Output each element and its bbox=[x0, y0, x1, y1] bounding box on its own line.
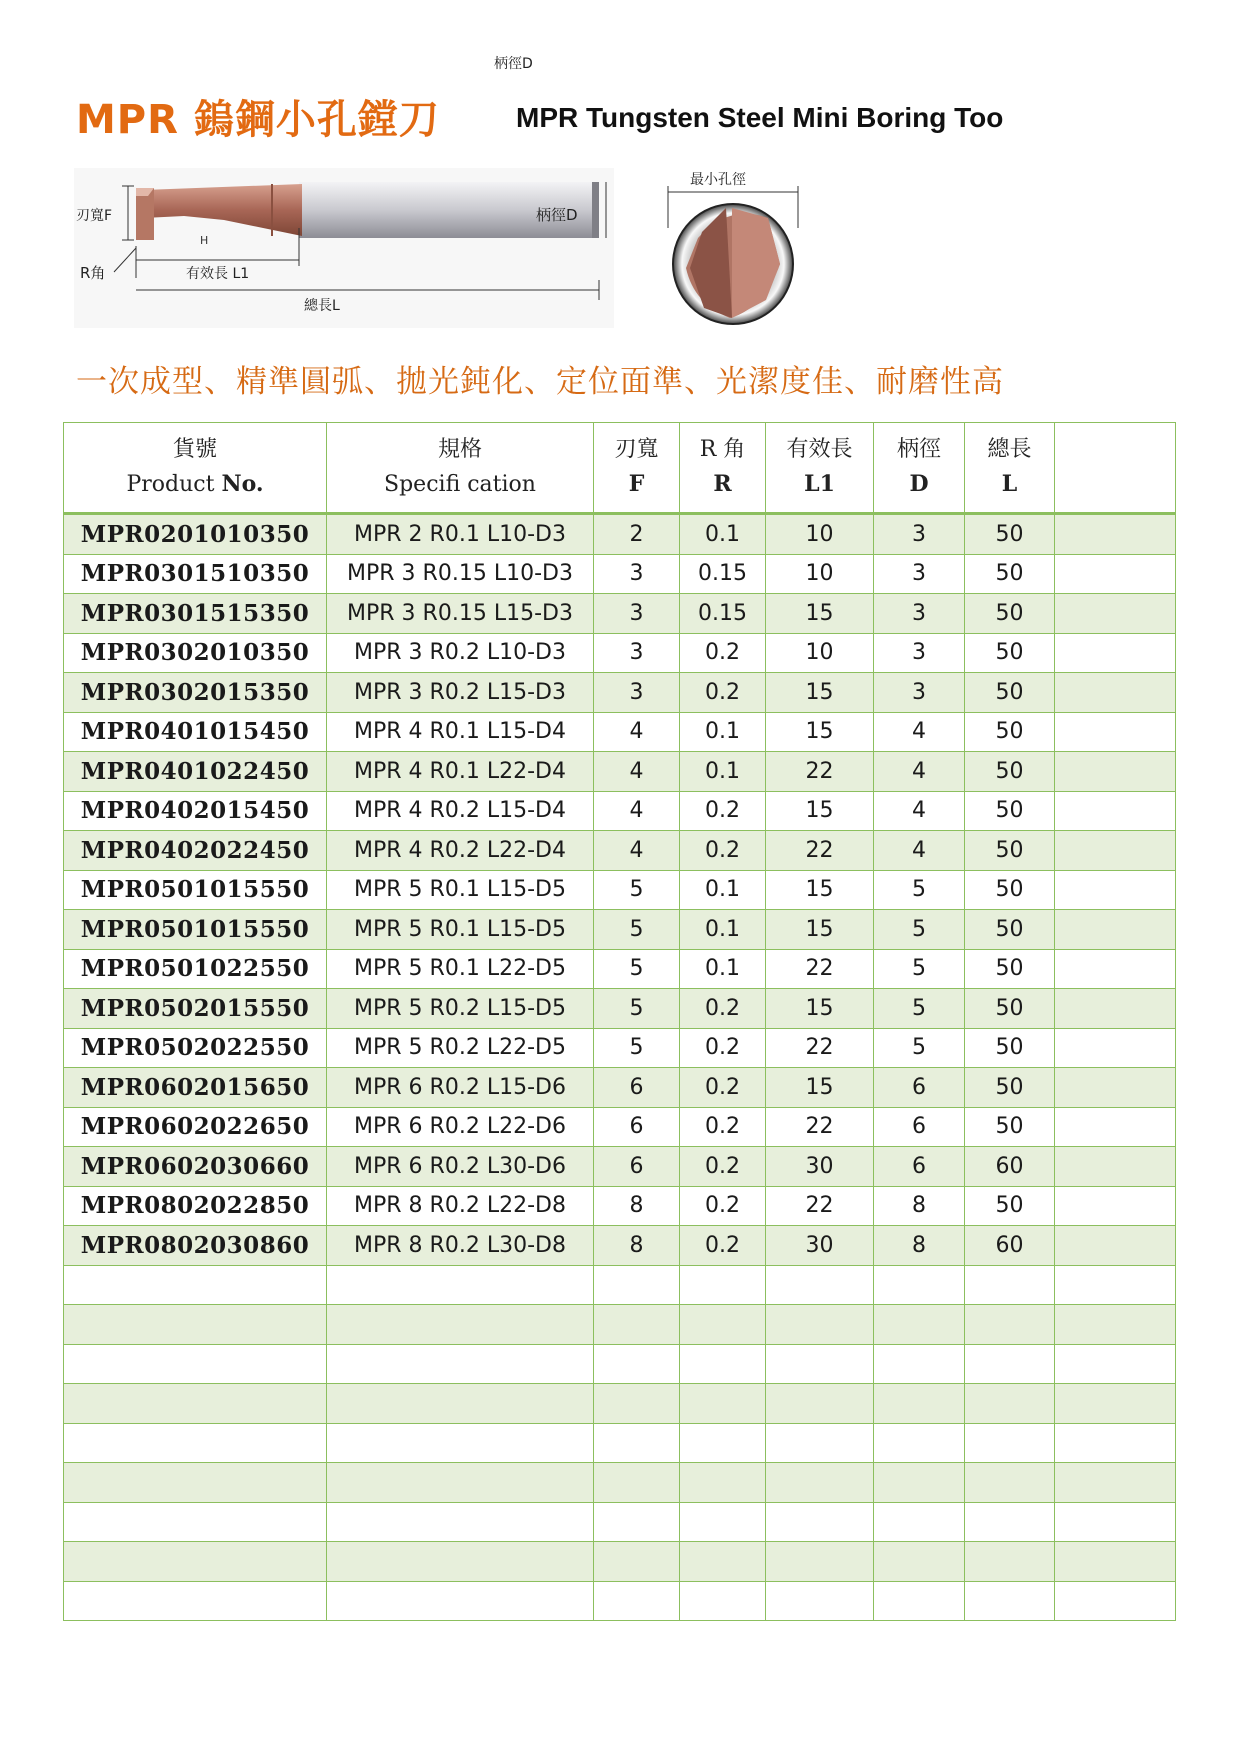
table-row-empty bbox=[64, 1423, 1176, 1463]
table-cell: MPR 3 R0.15 L10-D3 bbox=[327, 554, 594, 594]
table-cell: 50 bbox=[965, 712, 1055, 752]
table-row-empty bbox=[64, 1581, 1176, 1621]
table-cell-empty bbox=[965, 1542, 1055, 1582]
product-number-cell: MPR0501015550 bbox=[64, 870, 327, 910]
table-cell: MPR 5 R0.2 L15-D5 bbox=[327, 989, 594, 1029]
table-cell: MPR 3 R0.2 L15-D3 bbox=[327, 673, 594, 713]
table-cell-empty bbox=[874, 1542, 965, 1582]
table-cell-empty bbox=[680, 1463, 766, 1503]
table-cell: 0.2 bbox=[680, 1028, 766, 1068]
effective-length-label: 有效長 L1 bbox=[186, 266, 250, 282]
column-header-cn: 規格 bbox=[437, 436, 482, 462]
table-cell: 50 bbox=[965, 791, 1055, 831]
table-cell: 0.2 bbox=[680, 1107, 766, 1147]
column-header-en: L bbox=[1001, 471, 1018, 497]
table-row bbox=[64, 1028, 1176, 1068]
table-cell: 8 bbox=[874, 1226, 965, 1266]
table-cell-empty bbox=[874, 1384, 965, 1424]
table-cell: 6 bbox=[594, 1107, 680, 1147]
table-cell: 4 bbox=[594, 831, 680, 871]
table-cell-empty bbox=[874, 1581, 965, 1621]
table-cell: 3 bbox=[874, 673, 965, 713]
table-cell: MPR 2 R0.1 L10-D3 bbox=[327, 514, 594, 555]
column-header-en: D bbox=[909, 471, 929, 497]
table-cell: 2 bbox=[594, 514, 680, 555]
table-cell-empty bbox=[64, 1581, 327, 1621]
table-cell-empty bbox=[64, 1384, 327, 1424]
table-row bbox=[64, 831, 1176, 871]
table-cell: 0.1 bbox=[680, 949, 766, 989]
table-cell-empty bbox=[874, 1344, 965, 1384]
table-row bbox=[64, 514, 1176, 555]
table-row bbox=[64, 870, 1176, 910]
table-cell-empty bbox=[327, 1463, 594, 1503]
table-cell: 50 bbox=[965, 1068, 1055, 1108]
table-cell: 50 bbox=[965, 1028, 1055, 1068]
product-number-cell: MPR0802022850 bbox=[64, 1186, 327, 1226]
table-header-row bbox=[64, 423, 1176, 514]
h-label: H bbox=[200, 234, 209, 247]
min-hole-label: 最小孔徑 bbox=[690, 172, 746, 188]
product-number-cell: MPR0602015650 bbox=[64, 1068, 327, 1108]
product-number-cell: MPR0402022450 bbox=[64, 831, 327, 871]
table-cell: 0.2 bbox=[680, 1226, 766, 1266]
table-cell-empty bbox=[1055, 1344, 1176, 1384]
table-cell-empty bbox=[680, 1542, 766, 1582]
table-row bbox=[64, 554, 1176, 594]
column-header-en: Product No. bbox=[126, 471, 264, 497]
table-cell-empty bbox=[1055, 1107, 1176, 1147]
product-number-cell: MPR0602030660 bbox=[64, 1147, 327, 1187]
product-number-cell: MPR0401022450 bbox=[64, 752, 327, 792]
table-cell-empty bbox=[594, 1581, 680, 1621]
table-cell: 50 bbox=[965, 752, 1055, 792]
column-header-cn: 柄徑 bbox=[896, 436, 941, 462]
table-cell: 0.1 bbox=[680, 712, 766, 752]
column-header-cn: 貨號 bbox=[172, 436, 217, 462]
table-cell: MPR 8 R0.2 L22-D8 bbox=[327, 1186, 594, 1226]
table-cell: 6 bbox=[874, 1107, 965, 1147]
features-text: 一次成型、精準圓弧、拋光鈍化、定位面準、光潔度佳、耐磨性高 bbox=[76, 364, 1004, 400]
table-cell: 6 bbox=[594, 1147, 680, 1187]
table-cell: MPR 4 R0.2 L22-D4 bbox=[327, 831, 594, 871]
table-cell: 4 bbox=[874, 791, 965, 831]
table-cell-empty bbox=[874, 1463, 965, 1503]
table-cell: 3 bbox=[874, 633, 965, 673]
table-cell: 50 bbox=[965, 633, 1055, 673]
table-cell: 50 bbox=[965, 910, 1055, 950]
table-cell-empty bbox=[965, 1423, 1055, 1463]
table-cell: 50 bbox=[965, 831, 1055, 871]
table-row-empty bbox=[64, 1384, 1176, 1424]
table-cell-empty bbox=[327, 1542, 594, 1582]
table-cell: MPR 3 R0.15 L15-D3 bbox=[327, 594, 594, 634]
table-cell: 50 bbox=[965, 514, 1055, 555]
table-cell: 5 bbox=[594, 910, 680, 950]
table-cell-empty bbox=[1055, 1502, 1176, 1542]
product-number-cell: MPR0301510350 bbox=[64, 554, 327, 594]
table-cell-empty bbox=[1055, 712, 1176, 752]
table-cell-empty bbox=[327, 1305, 594, 1345]
table-cell-empty bbox=[64, 1502, 327, 1542]
table-cell-empty bbox=[594, 1344, 680, 1384]
table-cell: 15 bbox=[766, 673, 874, 713]
table-cell-empty bbox=[1055, 752, 1176, 792]
table-cell-empty bbox=[64, 1344, 327, 1384]
table-cell-empty bbox=[594, 1423, 680, 1463]
table-cell: 50 bbox=[965, 594, 1055, 634]
table-cell: MPR 5 R0.1 L15-D5 bbox=[327, 910, 594, 950]
table-cell: 8 bbox=[594, 1226, 680, 1266]
table-cell-empty bbox=[1055, 633, 1176, 673]
column-header bbox=[64, 423, 327, 514]
product-number-cell: MPR0501022550 bbox=[64, 949, 327, 989]
shank-dia-text: 柄徑D bbox=[536, 206, 578, 224]
table-row bbox=[64, 910, 1176, 950]
column-header-cn: 刃寬 bbox=[614, 436, 659, 462]
product-number-cell: MPR0802030860 bbox=[64, 1226, 327, 1266]
table-cell-empty bbox=[874, 1265, 965, 1305]
table-row bbox=[64, 949, 1176, 989]
shank-dia-label: 柄徑D bbox=[494, 56, 533, 72]
table-cell-empty bbox=[1055, 1068, 1176, 1108]
table-cell-empty bbox=[965, 1384, 1055, 1424]
product-number-cell: MPR0501015550 bbox=[64, 910, 327, 950]
table-cell-empty bbox=[1055, 910, 1176, 950]
table-cell: 5 bbox=[874, 910, 965, 950]
table-cell: 0.2 bbox=[680, 1147, 766, 1187]
table-cell: MPR 5 R0.1 L22-D5 bbox=[327, 949, 594, 989]
table-cell-empty bbox=[594, 1542, 680, 1582]
table-row bbox=[64, 673, 1176, 713]
table-row bbox=[64, 752, 1176, 792]
page-title: MPR 鎢鋼小孔鏜刀 bbox=[76, 97, 440, 143]
table-cell: 22 bbox=[766, 1107, 874, 1147]
column-header-cn: 總長 bbox=[987, 436, 1032, 462]
column-header-en: F bbox=[628, 471, 645, 497]
table-cell-empty bbox=[874, 1305, 965, 1345]
table-row bbox=[64, 1226, 1176, 1266]
table-cell: 5 bbox=[594, 870, 680, 910]
table-cell: 22 bbox=[766, 949, 874, 989]
product-number-cell: MPR0502015550 bbox=[64, 989, 327, 1029]
table-cell-empty bbox=[680, 1581, 766, 1621]
table-cell: 0.1 bbox=[680, 752, 766, 792]
table-cell: 0.2 bbox=[680, 673, 766, 713]
table-cell-empty bbox=[1055, 1028, 1176, 1068]
column-header bbox=[965, 423, 1055, 514]
table-row-empty bbox=[64, 1265, 1176, 1305]
table-cell-empty bbox=[594, 1384, 680, 1424]
table-cell: 15 bbox=[766, 870, 874, 910]
table-cell: 50 bbox=[965, 1107, 1055, 1147]
table-cell: 0.2 bbox=[680, 791, 766, 831]
table-cell-empty bbox=[64, 1542, 327, 1582]
table-cell-empty bbox=[1055, 1463, 1176, 1503]
table-cell-empty bbox=[327, 1265, 594, 1305]
product-number-cell: MPR0502022550 bbox=[64, 1028, 327, 1068]
table-cell: MPR 5 R0.2 L22-D5 bbox=[327, 1028, 594, 1068]
table-cell: 50 bbox=[965, 989, 1055, 1029]
product-number-cell: MPR0302010350 bbox=[64, 633, 327, 673]
table-cell-empty bbox=[1055, 554, 1176, 594]
table-cell: 15 bbox=[766, 594, 874, 634]
table-cell: 8 bbox=[874, 1186, 965, 1226]
blade-width-label: 刃寬F bbox=[76, 208, 113, 224]
shank-dia-callout bbox=[524, 168, 604, 268]
table-cell-empty bbox=[64, 1305, 327, 1345]
table-cell-empty bbox=[327, 1384, 594, 1424]
table-cell-empty bbox=[874, 1502, 965, 1542]
table-cell: 3 bbox=[874, 594, 965, 634]
table-cell: 5 bbox=[874, 870, 965, 910]
table-cell: 5 bbox=[594, 989, 680, 1029]
table-cell: 0.2 bbox=[680, 1186, 766, 1226]
table-cell-empty bbox=[965, 1344, 1055, 1384]
table-cell: 0.2 bbox=[680, 1068, 766, 1108]
table-row bbox=[64, 633, 1176, 673]
product-number-cell: MPR0602022650 bbox=[64, 1107, 327, 1147]
table-cell-empty bbox=[594, 1265, 680, 1305]
table-cell-empty bbox=[766, 1423, 874, 1463]
table-cell: 6 bbox=[874, 1068, 965, 1108]
table-cell: 15 bbox=[766, 910, 874, 950]
product-number-cell: MPR0301515350 bbox=[64, 594, 327, 634]
table-cell: 5 bbox=[874, 949, 965, 989]
product-number-cell: MPR0201010350 bbox=[64, 514, 327, 555]
table-row bbox=[64, 594, 1176, 634]
total-length-label: 總長L bbox=[304, 298, 340, 314]
table-cell: 8 bbox=[594, 1186, 680, 1226]
column-header bbox=[327, 423, 594, 514]
table-cell: MPR 3 R0.2 L10-D3 bbox=[327, 633, 594, 673]
table-row-empty bbox=[64, 1542, 1176, 1582]
table-cell: 50 bbox=[965, 870, 1055, 910]
table-cell: 0.2 bbox=[680, 831, 766, 871]
table-cell-empty bbox=[965, 1305, 1055, 1345]
table-cell: MPR 4 R0.1 L22-D4 bbox=[327, 752, 594, 792]
page-subtitle: MPR Tungsten Steel Mini Boring Too bbox=[516, 102, 1004, 133]
table-cell-empty bbox=[1055, 791, 1176, 831]
table-cell: 60 bbox=[965, 1147, 1055, 1187]
table-cell-empty bbox=[594, 1305, 680, 1345]
product-number-cell: MPR0402015450 bbox=[64, 791, 327, 831]
table-cell: 4 bbox=[594, 791, 680, 831]
table-cell: 3 bbox=[594, 633, 680, 673]
table-cell: 0.1 bbox=[680, 870, 766, 910]
tool-end-diagram bbox=[668, 168, 798, 328]
table-cell-empty bbox=[64, 1463, 327, 1503]
table-cell: 4 bbox=[594, 752, 680, 792]
table-cell-empty bbox=[766, 1305, 874, 1345]
table-cell: MPR 8 R0.2 L30-D8 bbox=[327, 1226, 594, 1266]
table-cell: 22 bbox=[766, 1028, 874, 1068]
table-cell-empty bbox=[680, 1344, 766, 1384]
spec-table bbox=[63, 422, 1176, 1621]
table-cell: 10 bbox=[766, 633, 874, 673]
table-cell-empty bbox=[965, 1265, 1055, 1305]
table-cell-empty bbox=[64, 1423, 327, 1463]
table-cell-empty bbox=[594, 1463, 680, 1503]
table-row bbox=[64, 1186, 1176, 1226]
table-cell: 0.15 bbox=[680, 594, 766, 634]
table-cell: 5 bbox=[594, 949, 680, 989]
table-row-empty bbox=[64, 1344, 1176, 1384]
table-cell-empty bbox=[1055, 1226, 1176, 1266]
table-cell: 30 bbox=[766, 1226, 874, 1266]
table-cell-empty bbox=[1055, 1265, 1176, 1305]
table-cell-empty bbox=[1055, 1147, 1176, 1187]
table-cell: 10 bbox=[766, 514, 874, 555]
table-cell: MPR 6 R0.2 L30-D6 bbox=[327, 1147, 594, 1187]
table-cell: 5 bbox=[874, 1028, 965, 1068]
table-cell: 15 bbox=[766, 791, 874, 831]
table-cell: MPR 4 R0.1 L15-D4 bbox=[327, 712, 594, 752]
table-cell-empty bbox=[766, 1344, 874, 1384]
table-cell: 50 bbox=[965, 949, 1055, 989]
table-cell: 0.15 bbox=[680, 554, 766, 594]
table-cell: 22 bbox=[766, 1186, 874, 1226]
column-header-cn: 有效長 bbox=[786, 436, 853, 462]
table-cell-empty bbox=[1055, 870, 1176, 910]
product-number-cell: MPR0401015450 bbox=[64, 712, 327, 752]
table-cell: 60 bbox=[965, 1226, 1055, 1266]
table-row bbox=[64, 791, 1176, 831]
table-cell: 50 bbox=[965, 554, 1055, 594]
table-cell: 4 bbox=[874, 752, 965, 792]
table-row bbox=[64, 712, 1176, 752]
table-cell-empty bbox=[327, 1423, 594, 1463]
table-cell-empty bbox=[1055, 1542, 1176, 1582]
table-cell-empty bbox=[965, 1581, 1055, 1621]
table-cell-empty bbox=[680, 1423, 766, 1463]
table-cell-empty bbox=[766, 1265, 874, 1305]
table-cell: 15 bbox=[766, 1068, 874, 1108]
table-cell-empty bbox=[594, 1502, 680, 1542]
table-cell-empty bbox=[1055, 514, 1176, 555]
table-row-empty bbox=[64, 1502, 1176, 1542]
table-row-empty bbox=[64, 1463, 1176, 1503]
table-cell-empty bbox=[680, 1502, 766, 1542]
table-cell: 6 bbox=[874, 1147, 965, 1187]
table-cell-empty bbox=[874, 1423, 965, 1463]
table-cell-empty bbox=[1055, 1423, 1176, 1463]
table-row bbox=[64, 1147, 1176, 1187]
table-cell-empty bbox=[1055, 1581, 1176, 1621]
r-corner-label: R角 bbox=[80, 264, 106, 282]
table-cell: 5 bbox=[874, 989, 965, 1029]
table-cell-empty bbox=[327, 1344, 594, 1384]
column-header bbox=[680, 423, 766, 514]
column-header bbox=[594, 423, 680, 514]
column-header-en: L1 bbox=[804, 471, 835, 497]
table-cell: MPR 5 R0.1 L15-D5 bbox=[327, 870, 594, 910]
title-row bbox=[76, 88, 1176, 148]
table-row-empty bbox=[64, 1305, 1176, 1345]
column-header bbox=[1055, 423, 1176, 514]
table-cell: 10 bbox=[766, 554, 874, 594]
table-cell: 22 bbox=[766, 752, 874, 792]
table-cell: 50 bbox=[965, 673, 1055, 713]
table-cell: 3 bbox=[874, 554, 965, 594]
table-cell: 3 bbox=[874, 514, 965, 555]
table-cell-empty bbox=[1055, 831, 1176, 871]
table-cell: 4 bbox=[874, 831, 965, 871]
table-row bbox=[64, 1068, 1176, 1108]
product-number-cell: MPR0302015350 bbox=[64, 673, 327, 713]
table-cell: 15 bbox=[766, 712, 874, 752]
table-cell: 0.1 bbox=[680, 514, 766, 555]
table-cell: 15 bbox=[766, 989, 874, 1029]
table-cell: MPR 6 R0.2 L15-D6 bbox=[327, 1068, 594, 1108]
table-cell: MPR 4 R0.2 L15-D4 bbox=[327, 791, 594, 831]
table-cell: 0.2 bbox=[680, 989, 766, 1029]
table-cell-empty bbox=[766, 1384, 874, 1424]
table-body bbox=[64, 514, 1176, 1621]
table-cell: 6 bbox=[594, 1068, 680, 1108]
table-cell: 3 bbox=[594, 554, 680, 594]
table-cell: 3 bbox=[594, 673, 680, 713]
table-cell-empty bbox=[1055, 1305, 1176, 1345]
table-cell-empty bbox=[680, 1384, 766, 1424]
table-cell-empty bbox=[327, 1581, 594, 1621]
table-cell-empty bbox=[965, 1502, 1055, 1542]
table-row bbox=[64, 989, 1176, 1029]
table-cell: MPR 6 R0.2 L22-D6 bbox=[327, 1107, 594, 1147]
table-cell-empty bbox=[680, 1265, 766, 1305]
table-cell-empty bbox=[1055, 594, 1176, 634]
table-cell-empty bbox=[1055, 949, 1176, 989]
column-header-en: Specifi cation bbox=[384, 472, 536, 497]
table-cell-empty bbox=[1055, 1186, 1176, 1226]
table-cell: 4 bbox=[594, 712, 680, 752]
table-cell: 30 bbox=[766, 1147, 874, 1187]
table-cell-empty bbox=[680, 1305, 766, 1345]
column-header bbox=[766, 423, 874, 514]
table-cell-empty bbox=[965, 1463, 1055, 1503]
table-cell-empty bbox=[64, 1265, 327, 1305]
column-header-en: R bbox=[713, 471, 732, 497]
table-cell-empty bbox=[766, 1581, 874, 1621]
table-cell: 0.2 bbox=[680, 633, 766, 673]
table-cell-empty bbox=[1055, 673, 1176, 713]
table-cell: 50 bbox=[965, 1186, 1055, 1226]
table-cell-empty bbox=[766, 1463, 874, 1503]
table-cell-empty bbox=[766, 1542, 874, 1582]
table-cell-empty bbox=[1055, 1384, 1176, 1424]
table-cell: 3 bbox=[594, 594, 680, 634]
table-cell: 0.1 bbox=[680, 910, 766, 950]
table-cell-empty bbox=[766, 1502, 874, 1542]
column-header-cn: R 角 bbox=[699, 436, 746, 462]
table-cell: 22 bbox=[766, 831, 874, 871]
table-row bbox=[64, 1107, 1176, 1147]
table-cell: 4 bbox=[874, 712, 965, 752]
table-cell-empty bbox=[1055, 989, 1176, 1029]
table-cell-empty bbox=[327, 1502, 594, 1542]
table-cell: 5 bbox=[594, 1028, 680, 1068]
column-header bbox=[874, 423, 965, 514]
